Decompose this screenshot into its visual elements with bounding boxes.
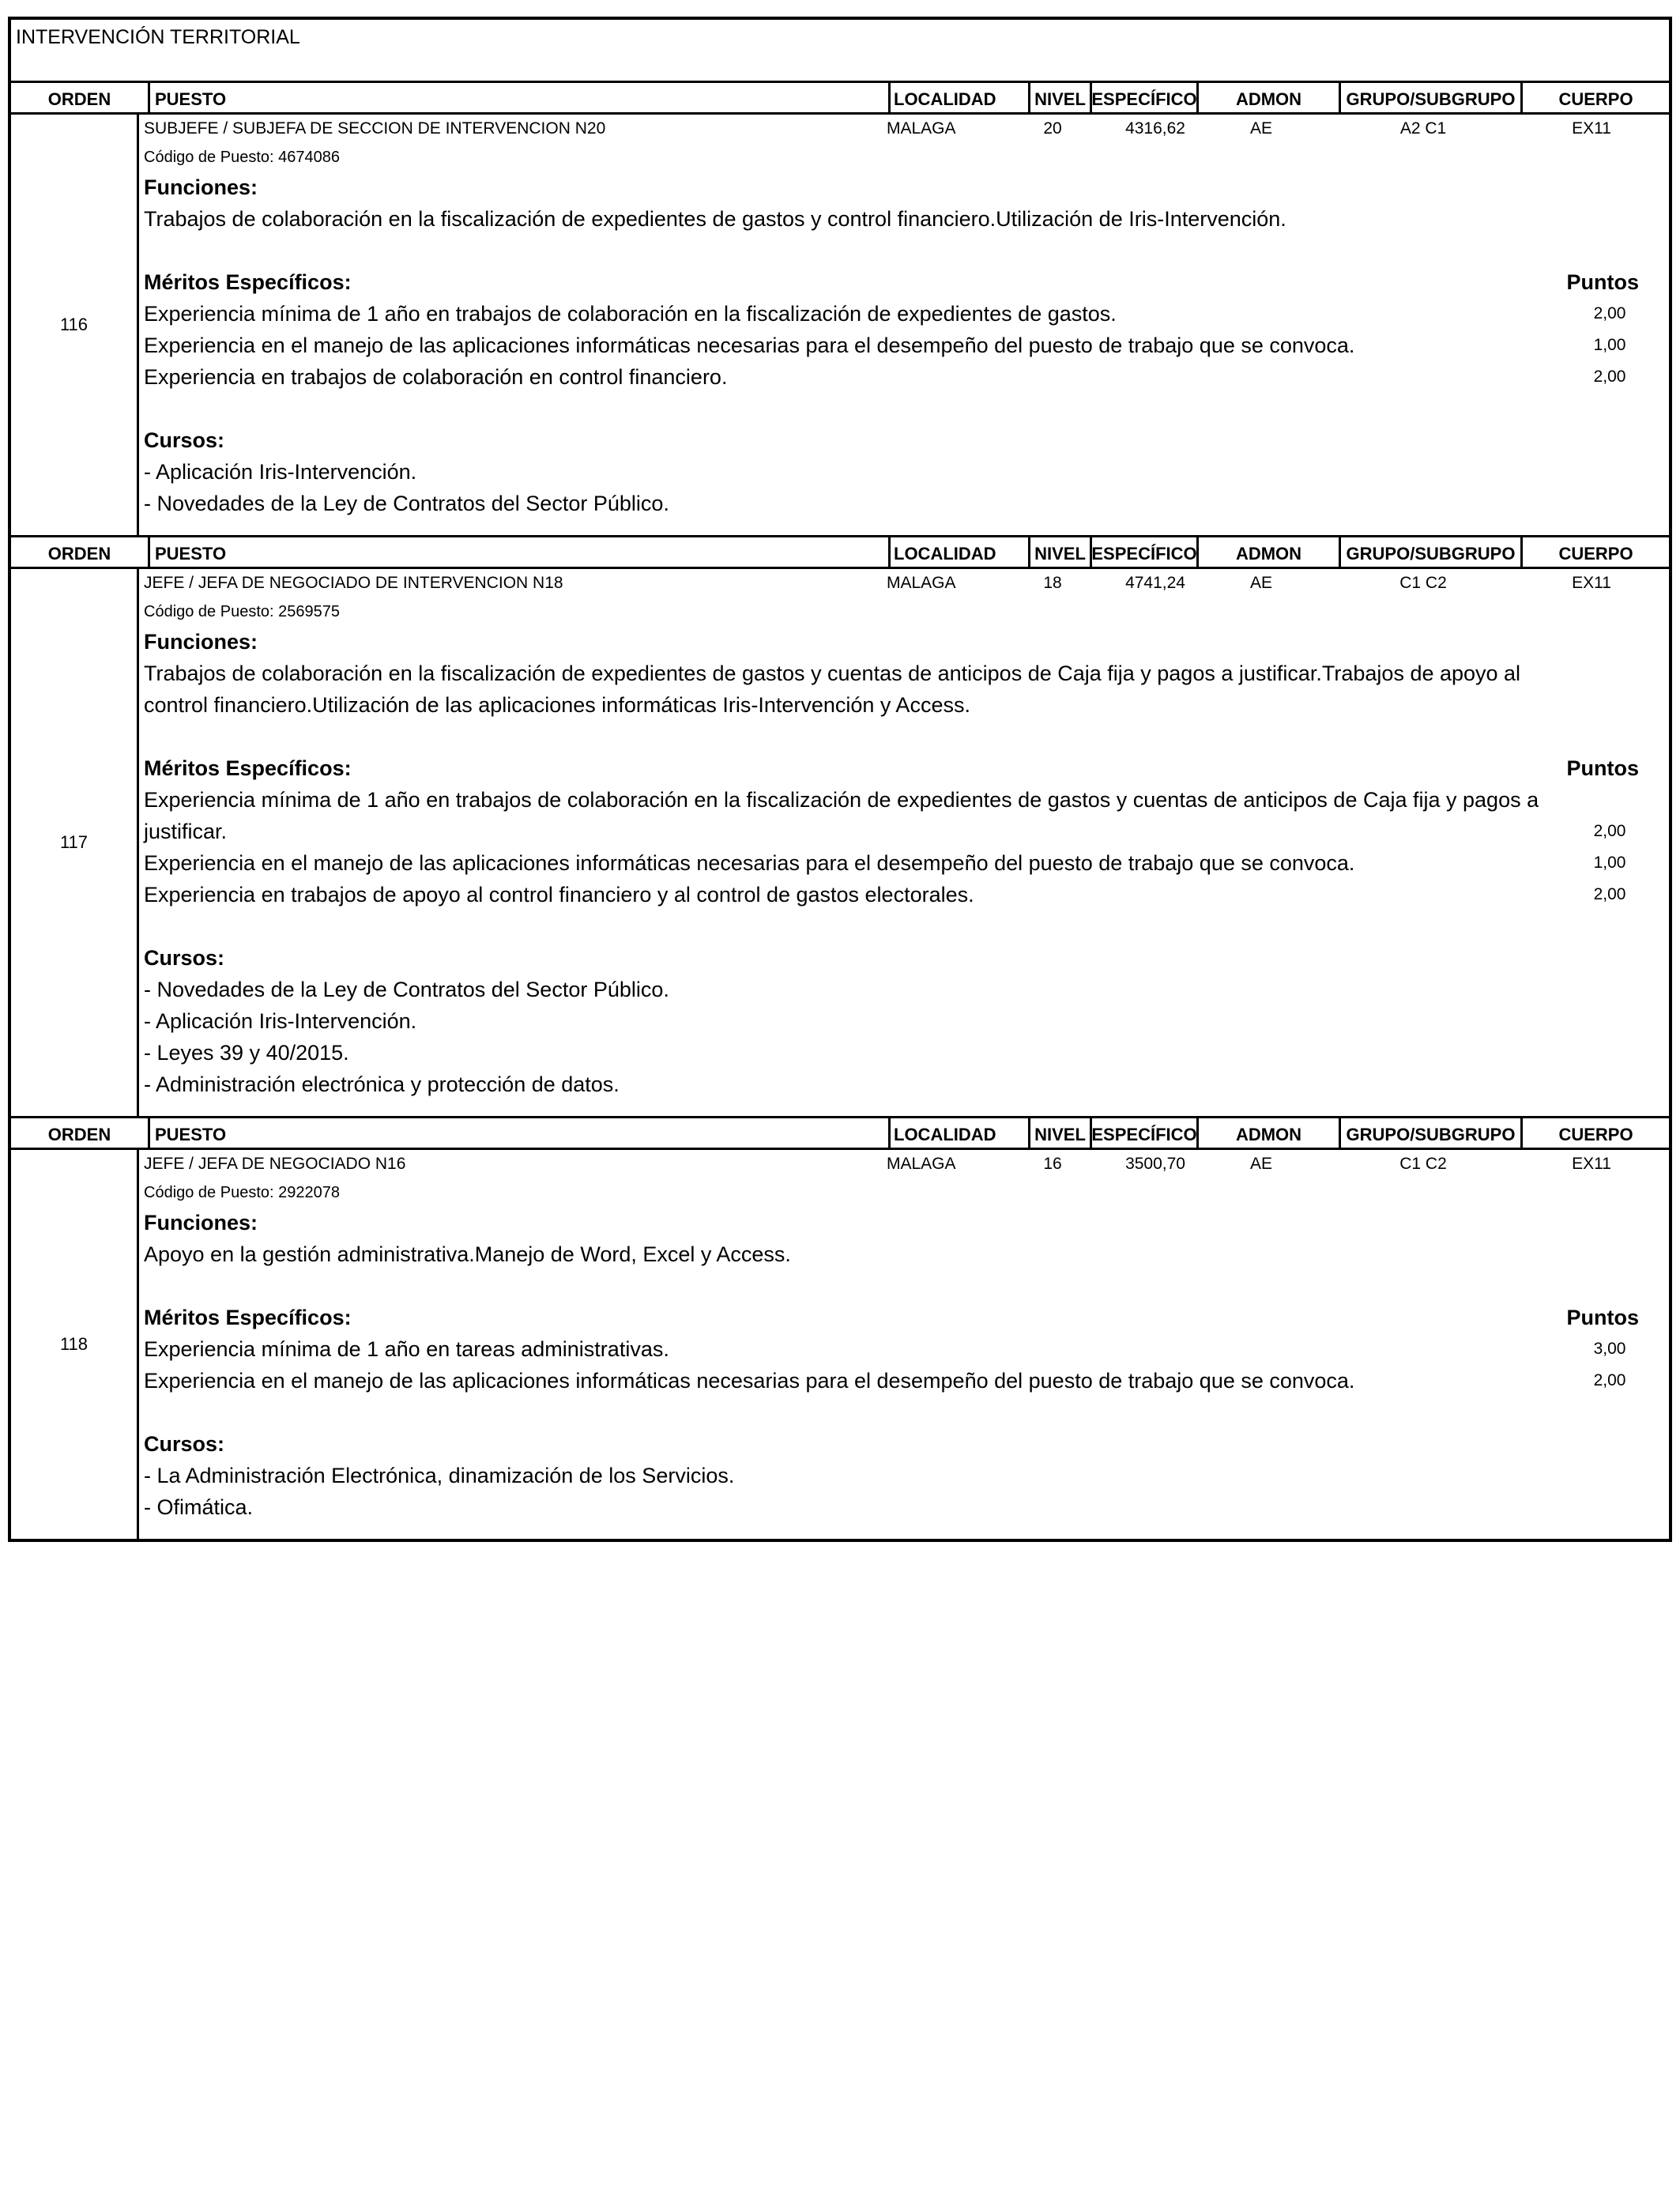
localidad-value: MALAGA — [887, 1155, 956, 1173]
curso-item: - Administración electrónica y protección de datos. — [144, 1072, 620, 1096]
localidad-value: MALAGA — [887, 574, 956, 592]
grupo-value: C1 C2 — [1399, 574, 1447, 592]
job-entry — [11, 535, 1669, 1116]
especifico-value: 4741,24 — [1125, 574, 1185, 592]
entry-details — [139, 569, 1669, 1116]
nivel-value: 20 — [1043, 119, 1062, 138]
column-header-row — [11, 535, 1669, 569]
header-grupo: GRUPO/SUBGRUPO — [1341, 537, 1523, 567]
merito-text: Experiencia en trabajos de colaboración en control financiero. — [144, 365, 728, 389]
header-localidad: LOCALIDAD — [891, 537, 1030, 567]
merito-item — [144, 1365, 1669, 1397]
funciones-text: Trabajos de colaboración en la fiscalización de expedientes de gastos y control financiero.Utilización de Iris-Intervención. — [144, 207, 1286, 231]
header-especifico: ESPECÍFICO — [1092, 83, 1199, 112]
header-admon: ADMON — [1199, 83, 1341, 112]
admon-value: AE — [1249, 574, 1272, 592]
header-localidad: LOCALIDAD — [891, 1118, 1030, 1148]
entry-body — [11, 1150, 1669, 1539]
header-orden: ORDEN — [11, 83, 150, 112]
merito-puntos: 2,00 — [1593, 304, 1626, 322]
header-puesto: PUESTO — [150, 1118, 891, 1148]
header-puesto: PUESTO — [150, 537, 891, 567]
codigo-puesto: Código de Puesto: 2569575 — [144, 603, 340, 620]
puntos-label: Puntos — [1566, 1306, 1639, 1329]
orden-number: 117 — [11, 569, 139, 1116]
column-header-row — [11, 1116, 1669, 1150]
nivel-value: 16 — [1043, 1155, 1062, 1173]
merito-item — [144, 784, 1669, 847]
header-nivel: NIVEL — [1030, 83, 1092, 112]
curso-item: - Novedades de la Ley de Contratos del Sector Público. — [144, 492, 669, 515]
merito-puntos: 2,00 — [1593, 368, 1626, 386]
header-admon: ADMON — [1199, 537, 1341, 567]
merito-text: Experiencia en el manejo de las aplicaciones informáticas necesarias para el desempeño del puesto de trabajo que se convoca. — [144, 1369, 1355, 1393]
admon-value: AE — [1249, 119, 1272, 138]
job-entry — [11, 1116, 1669, 1539]
merito-puntos: 2,00 — [1593, 885, 1626, 903]
position-row — [144, 1150, 1669, 1178]
document-table — [8, 17, 1672, 1542]
cursos-label: Cursos: — [144, 946, 225, 970]
header-orden: ORDEN — [11, 537, 150, 567]
puesto-name: JEFE / JEFA DE NEGOCIADO DE INTERVENCION N18 — [144, 574, 563, 592]
merito-text: Experiencia mínima de 1 año en trabajos de colaboración en la fiscalización de expedientes de gastos y cuentas de anticipos de Caja fija y pagos a justificar. — [144, 788, 1539, 843]
merito-item — [144, 847, 1669, 879]
entry-details — [139, 1150, 1669, 1539]
merito-item — [144, 361, 1669, 393]
job-entry — [11, 83, 1669, 535]
merito-item — [144, 330, 1669, 361]
entry-body — [11, 569, 1669, 1116]
merito-puntos: 1,00 — [1593, 854, 1626, 872]
meritos-label: Méritos Específicos: — [144, 756, 352, 780]
header-grupo: GRUPO/SUBGRUPO — [1341, 1118, 1523, 1148]
merito-text: Experiencia en el manejo de las aplicaciones informáticas necesarias para el desempeño del puesto de trabajo que se convoca. — [144, 334, 1355, 357]
cursos-label: Cursos: — [144, 428, 225, 452]
meritos-header — [144, 1302, 1669, 1333]
cursos-label: Cursos: — [144, 1432, 225, 1456]
header-nivel: NIVEL — [1030, 1118, 1092, 1148]
grupo-value: C1 C2 — [1399, 1155, 1447, 1173]
cuerpo-value: EX11 — [1572, 119, 1611, 138]
orden-number: 118 — [11, 1150, 139, 1539]
cuerpo-value: EX11 — [1572, 574, 1611, 592]
meritos-label: Méritos Específicos: — [144, 1306, 352, 1329]
meritos-label: Méritos Específicos: — [144, 270, 352, 294]
merito-puntos: 2,00 — [1593, 1371, 1626, 1389]
meritos-header — [144, 266, 1669, 298]
header-grupo: GRUPO/SUBGRUPO — [1341, 83, 1523, 112]
merito-text: Experiencia en trabajos de apoyo al control financiero y al control de gastos electorales. — [144, 883, 974, 907]
funciones-text: Apoyo en la gestión administrativa.Manejo de Word, Excel y Access. — [144, 1242, 791, 1266]
header-orden: ORDEN — [11, 1118, 150, 1148]
cuerpo-value: EX11 — [1572, 1155, 1611, 1173]
merito-puntos: 3,00 — [1593, 1340, 1626, 1358]
curso-item: - Aplicación Iris-Intervención. — [144, 1009, 417, 1033]
nivel-value: 18 — [1043, 574, 1062, 592]
header-localidad: LOCALIDAD — [891, 83, 1030, 112]
curso-item: - Novedades de la Ley de Contratos del Sector Público. — [144, 978, 669, 1001]
especifico-value: 3500,70 — [1125, 1155, 1185, 1173]
codigo-puesto: Código de Puesto: 2922078 — [144, 1184, 340, 1201]
merito-text: Experiencia mínima de 1 año en tareas administrativas. — [144, 1337, 669, 1361]
funciones-label: Funciones: — [144, 1211, 258, 1235]
entry-body — [11, 115, 1669, 535]
merito-item — [144, 1333, 1669, 1365]
puntos-label: Puntos — [1566, 270, 1639, 294]
codigo-puesto: Código de Puesto: 4674086 — [144, 149, 340, 166]
merito-item — [144, 298, 1669, 330]
entries-container — [11, 83, 1669, 1539]
curso-item: - La Administración Electrónica, dinamización de los Servicios. — [144, 1464, 735, 1487]
header-cuerpo: CUERPO — [1558, 89, 1633, 109]
merito-text: Experiencia mínima de 1 año en trabajos de colaboración en la fiscalización de expedientes de gastos. — [144, 302, 1117, 326]
entry-details — [139, 115, 1669, 535]
header-cuerpo: CUERPO — [1558, 1125, 1633, 1144]
orden-number: 116 — [11, 115, 139, 535]
merito-text: Experiencia en el manejo de las aplicaciones informáticas necesarias para el desempeño del puesto de trabajo que se convoca. — [144, 851, 1355, 875]
puesto-name: JEFE / JEFA DE NEGOCIADO N16 — [144, 1155, 406, 1173]
curso-item: - Leyes 39 y 40/2015. — [144, 1041, 349, 1065]
header-especifico: ESPECÍFICO — [1092, 1118, 1199, 1148]
curso-item: - Aplicación Iris-Intervención. — [144, 460, 417, 484]
admon-value: AE — [1249, 1155, 1272, 1173]
header-nivel: NIVEL — [1030, 537, 1092, 567]
curso-item: - Ofimática. — [144, 1495, 254, 1519]
header-puesto: PUESTO — [150, 83, 891, 112]
position-row — [144, 569, 1669, 598]
especifico-value: 4316,62 — [1125, 119, 1185, 138]
header-admon: ADMON — [1199, 1118, 1341, 1148]
position-row — [144, 115, 1669, 143]
merito-item — [144, 879, 1669, 910]
merito-puntos: 2,00 — [1593, 822, 1626, 840]
funciones-text: Trabajos de colaboración en la fiscalización de expedientes de gastos y cuentas de anticipos de Caja fija y pagos a justificar.Trabajos de apoyo al control financiero.Utilización de las aplicaciones informáticas Iris-Intervención y Access. — [144, 662, 1521, 717]
funciones-label: Funciones: — [144, 175, 258, 199]
puesto-name: SUBJEFE / SUBJEFA DE SECCION DE INTERVENCION N20 — [144, 119, 606, 138]
meritos-header — [144, 752, 1669, 784]
section-title: INTERVENCIÓN TERRITORIAL — [11, 20, 1669, 83]
puntos-label: Puntos — [1566, 756, 1639, 780]
header-cuerpo: CUERPO — [1558, 544, 1633, 564]
merito-puntos: 1,00 — [1593, 336, 1626, 354]
header-especifico: ESPECÍFICO — [1092, 537, 1199, 567]
funciones-label: Funciones: — [144, 630, 258, 654]
column-header-row — [11, 83, 1669, 115]
localidad-value: MALAGA — [887, 119, 956, 138]
grupo-value: A2 C1 — [1399, 119, 1447, 138]
